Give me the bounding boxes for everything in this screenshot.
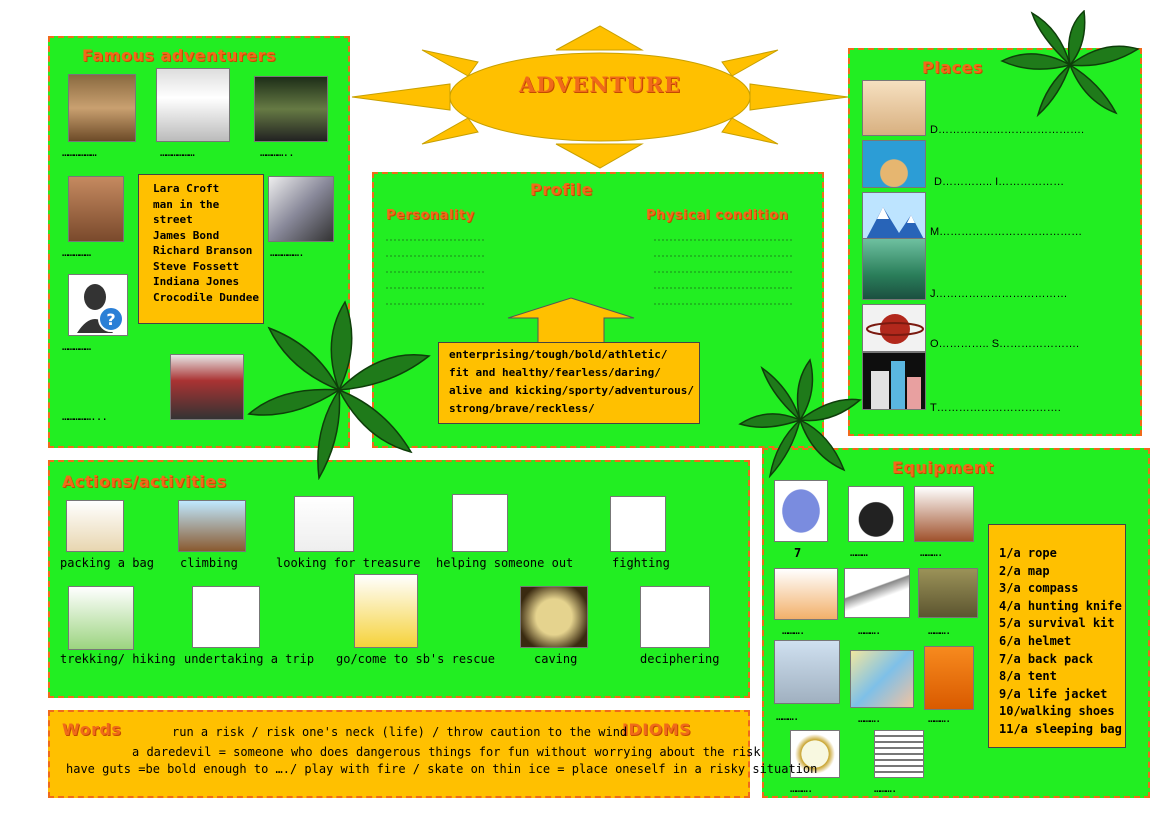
equipment-blank[interactable]: ………. (928, 712, 951, 725)
town-photo (862, 352, 926, 410)
equipment-title: Equipment (892, 458, 994, 477)
equipment-item: 8/a tent (999, 669, 1057, 684)
personality-heading: Personality (386, 208, 475, 223)
palm-decoration (244, 300, 434, 480)
sleeping-bag-picture (918, 568, 978, 618)
words-idioms-panel (48, 710, 818, 798)
adventurer-name: Steve Fossett (153, 259, 240, 273)
equipment-answer-7: 7 (794, 546, 802, 560)
equipment-blank[interactable]: ………. (790, 782, 813, 795)
packing-bag-picture (66, 500, 124, 552)
activity-label: fighting (612, 556, 670, 570)
jungle-photo (862, 238, 926, 300)
activity-label: climbing (180, 556, 238, 570)
equipment-item: 1/a rope (999, 546, 1057, 560)
profile-title: Profile (530, 180, 593, 199)
desert-island-photo (862, 140, 926, 188)
equipment-blank[interactable]: ………. (928, 624, 951, 637)
svg-text:?: ? (106, 310, 116, 329)
richard-branson-photo (268, 176, 334, 242)
adventurer-name: Crocodile Dundee (153, 290, 259, 304)
deciphering-picture (640, 586, 710, 648)
equipment-item: 6/a helmet (999, 633, 1072, 648)
activity-label: helping someone out (436, 556, 574, 570)
hunting-knife-picture (844, 568, 910, 618)
activity-label: trekking/ hiking (60, 652, 176, 666)
equipment-list-box (988, 524, 1126, 748)
helmet-picture (848, 486, 904, 542)
adjective-line: fit and healthy/fearless/daring/ (449, 366, 661, 379)
places-title: Places (922, 58, 983, 77)
adventurer-blank-1[interactable]: ……………… (62, 146, 96, 159)
adventurer-blank-7[interactable]: ……………... (62, 410, 107, 423)
map-picture (850, 650, 914, 708)
treasure-map-picture (294, 496, 354, 552)
adjective-line: strong/brave/reckless/ (449, 402, 595, 415)
actions-activities-title: Actions/activities (62, 472, 227, 491)
activity-label: caving (534, 652, 578, 666)
idiom-line-1: run a risk / risk one's neck (life) / throw caution to the wind (172, 725, 628, 739)
adventurer-name: James Bond (153, 228, 220, 242)
equipment-blank[interactable]: ………. (920, 546, 943, 559)
equipment-blank[interactable]: ………. (874, 782, 897, 795)
actions-activities-panel (48, 460, 750, 698)
place-blank-town[interactable]: T……………………………. (930, 402, 1061, 414)
activity-label: go/come to sb's rescue (336, 652, 495, 666)
life-jacket-picture (924, 646, 974, 710)
equipment-item: 4/a hunting knife (999, 598, 1122, 613)
place-blank-island[interactable]: D………….. I……………… (934, 176, 1065, 188)
adventurer-blank-2[interactable]: ……………… (160, 146, 194, 159)
physical-condition-heading: Physical condition (646, 208, 789, 223)
place-blank-desert[interactable]: D…………………………………. (930, 124, 1084, 136)
desert-photo (862, 80, 926, 136)
survival-kit-picture (774, 640, 840, 704)
adventurer-blank-6[interactable]: …………… (62, 340, 91, 353)
equipment-blank[interactable]: ……… (850, 546, 867, 559)
equipment-item: 11/a sleeping bag (999, 721, 1122, 736)
fighting-picture (610, 496, 666, 552)
adventurer-blank-4[interactable]: …………… (62, 246, 91, 259)
idiom-line-3: have guts =be bold enough to …./ play with fire / skate on thin ice = place oneself in a risky situation (66, 762, 818, 776)
place-blank-mountains[interactable]: M………………………………… (930, 226, 1083, 238)
equipment-blank[interactable]: ………. (782, 624, 805, 637)
climbing-picture (178, 500, 246, 552)
adventurer-name: Lara Croft (153, 182, 220, 195)
indiana-jones-photo (68, 74, 136, 142)
adjective-line: alive and kicking/sporty/adventurous/ (449, 384, 695, 397)
palm-decoration (1000, 10, 1140, 120)
equipment-panel (762, 448, 1150, 798)
adventurer-name: Indiana Jones (153, 275, 240, 288)
equipment-blank[interactable]: ………. (858, 624, 881, 637)
idioms-title: IDIOMS (622, 720, 692, 739)
adventurer-blank-3[interactable]: ………….. (260, 146, 294, 159)
activity-label: deciphering (640, 652, 720, 666)
crocodile-dundee-photo (68, 176, 124, 242)
undertaking-trip-picture (192, 586, 260, 648)
equipment-item: 2/a map (999, 563, 1050, 578)
steve-fossett-photo (170, 354, 244, 420)
profile-adjectives-box (438, 342, 700, 424)
up-arrow (506, 296, 636, 346)
activity-label: undertaking a trip (184, 652, 315, 666)
activity-label: packing a bag (60, 556, 154, 570)
sun-decoration (350, 22, 850, 172)
unknown-person-icon (68, 274, 128, 336)
page-title: ADVENTURE (518, 72, 682, 97)
place-blank-space[interactable]: O………….. S…………………. (930, 338, 1080, 350)
helping-hands-picture (452, 494, 508, 552)
adventurer-blank-5[interactable]: ……………. (270, 246, 304, 259)
trekking-picture (68, 586, 134, 650)
idiom-line-2: a daredevil = someone who does dangerous things for fun without worrying about the risk (132, 745, 761, 759)
mountains-photo (862, 192, 926, 244)
tent-picture (774, 568, 838, 620)
palm-decoration (738, 358, 862, 482)
james-bond-poster (156, 68, 230, 142)
rope-picture (874, 730, 924, 778)
equipment-blank[interactable]: ………. (776, 710, 799, 723)
equipment-blank[interactable]: ………. (858, 712, 881, 725)
equipment-item: 7/a back pack (999, 651, 1093, 666)
rescue-picture (354, 574, 418, 648)
famous-adventurers-title: Famous adventurers (82, 46, 277, 65)
adventurer-name: Richard Branson (153, 244, 253, 257)
words-title: Words (62, 720, 122, 739)
equipment-item: 9/a life jacket (999, 686, 1108, 701)
backpack-picture (774, 480, 828, 542)
adventurer-name: man in the street (153, 197, 220, 226)
walking-shoes-picture (914, 486, 974, 542)
outer-space-photo (862, 304, 926, 352)
place-blank-jungle[interactable]: J……………………………… (930, 288, 1068, 300)
equipment-item: 10/walking shoes (999, 704, 1115, 719)
lara-croft-photo (254, 76, 328, 142)
activity-label: looking for treasure (276, 556, 421, 570)
caving-picture (520, 586, 588, 648)
equipment-item: 5/a survival kit (999, 616, 1115, 631)
equipment-item: 3/a compass (999, 581, 1079, 596)
adjective-line: enterprising/tough/bold/athletic/ (449, 348, 668, 361)
